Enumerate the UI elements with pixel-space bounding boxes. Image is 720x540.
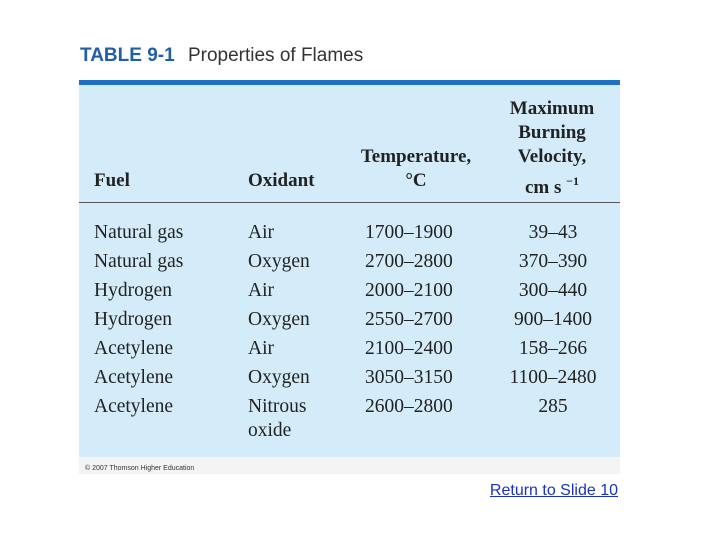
row-6-fuel: Acetylene — [94, 367, 174, 388]
row-4-fuel: Hydrogen — [94, 309, 172, 330]
velocity-unit-exponent: −1 — [566, 174, 579, 188]
row-7-oxidant-line1: Nitrous — [248, 396, 307, 417]
row-4-oxidant: Oxygen — [248, 309, 310, 330]
row-7-oxidant-line2: oxide — [248, 420, 292, 441]
row-7-oxidant — [248, 395, 307, 443]
row-3-temperature: 2000–2100 — [365, 280, 453, 301]
row-7-velocity: 285 — [538, 396, 568, 417]
row-1-temperature: 1700–1900 — [365, 222, 453, 243]
row-4-velocity: 900–1400 — [514, 309, 592, 330]
table-name: Properties of Flames — [187, 45, 364, 66]
row-2-velocity: 370–390 — [518, 251, 588, 272]
row-2-oxidant: Oxygen — [248, 251, 310, 272]
row-5-temperature: 2100–2400 — [365, 338, 453, 359]
row-6-temperature: 3050–3150 — [365, 367, 453, 388]
header-velocity-line1: Maximum — [509, 98, 595, 119]
row-1-fuel: Natural gas — [94, 222, 184, 243]
header-divider — [79, 202, 620, 203]
row-5-velocity: 158–266 — [518, 338, 588, 359]
header-temperature — [351, 145, 481, 193]
row-3-oxidant: Air — [248, 280, 274, 301]
velocity-unit: cm s — [525, 177, 562, 198]
header-velocity-line3: Velocity, — [517, 146, 587, 167]
row-2-fuel: Natural gas — [94, 251, 184, 272]
row-4-temperature: 2550–2700 — [365, 309, 453, 330]
copyright-text: © 2007 Thomson Higher Education — [85, 465, 195, 472]
return-to-slide-link[interactable]: Return to Slide 10 — [489, 482, 618, 499]
row-6-oxidant: Oxygen — [248, 367, 310, 388]
header-temperature-line1: Temperature, — [360, 146, 472, 167]
row-7-temperature: 2600–2800 — [365, 396, 453, 417]
row-1-velocity: 39–43 — [528, 222, 578, 243]
table-title — [80, 45, 363, 67]
row-3-velocity: 300–440 — [518, 280, 588, 301]
row-5-fuel: Acetylene — [94, 338, 174, 359]
properties-table — [79, 85, 620, 457]
header-oxidant: Oxidant — [248, 170, 315, 191]
header-velocity — [487, 97, 617, 200]
row-5-oxidant: Air — [248, 338, 274, 359]
header-temperature-line2: °C — [405, 170, 427, 191]
header-velocity-line2: Burning — [518, 122, 586, 143]
row-3-fuel: Hydrogen — [94, 280, 172, 301]
row-7-fuel: Acetylene — [94, 396, 174, 417]
row-6-velocity: 1100–2480 — [509, 367, 597, 388]
row-2-temperature: 2700–2800 — [365, 251, 453, 272]
header-fuel: Fuel — [94, 170, 130, 191]
table-number: TABLE 9-1 — [80, 45, 175, 66]
row-1-oxidant: Air — [248, 222, 274, 243]
header-velocity-unit — [487, 169, 617, 200]
